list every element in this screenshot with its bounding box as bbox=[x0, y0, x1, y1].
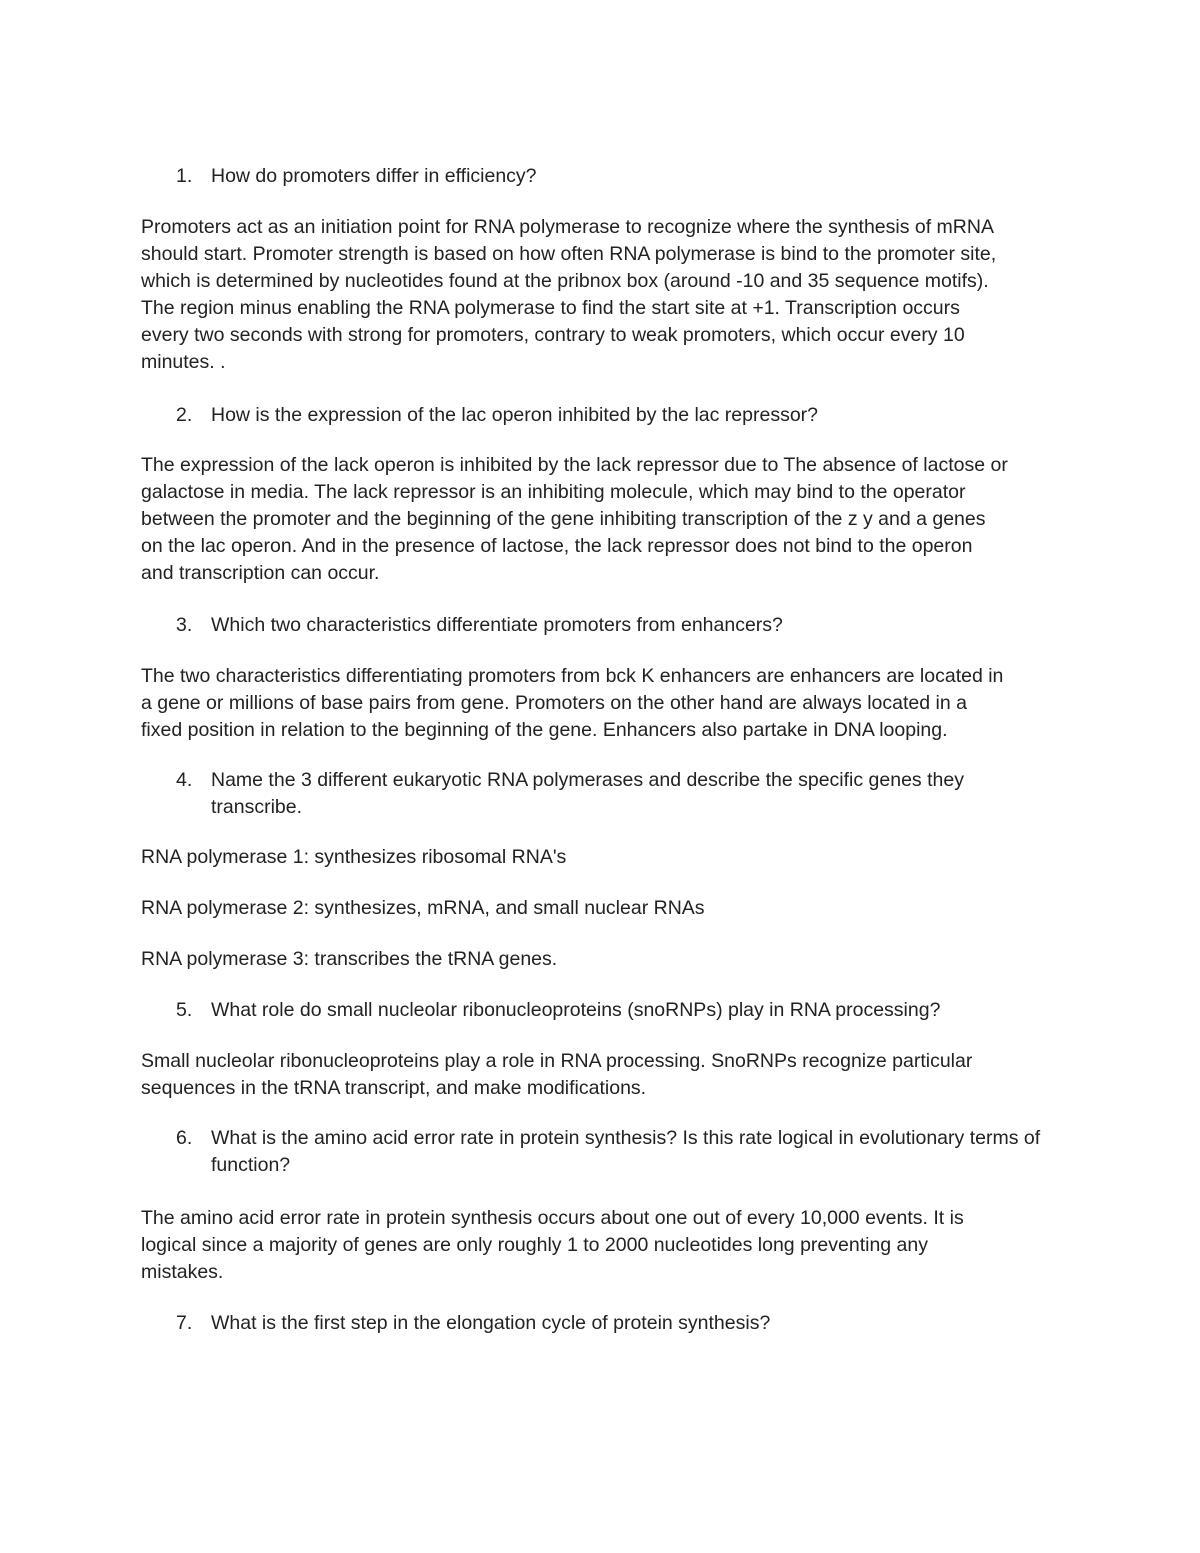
answer-line: which is determined by nucleotides found at the pribnox box (around -10 and 35 sequence motifs). bbox=[141, 270, 989, 292]
answer-6 bbox=[141, 1205, 1066, 1286]
answer-line: The expression of the lack operon is inhibited by the lack repressor due to The absence of lactose or bbox=[141, 454, 1008, 476]
answer-line: The amino acid error rate in protein synthesis occurs about one out of every 10,000 events. It is bbox=[141, 1207, 964, 1229]
question-text: What role do small nucleolar ribonucleoproteins (snoRNPs) play in RNA processing? bbox=[211, 999, 941, 1021]
answer-4-line-1: RNA polymerase 1: synthesizes ribosomal RNA's bbox=[141, 846, 567, 868]
question-6 bbox=[176, 1125, 1056, 1179]
question-text: What is the amino acid error rate in protein synthesis? Is this rate logical in evolutionary terms of function? bbox=[211, 1127, 1041, 1176]
question-4 bbox=[176, 767, 1056, 821]
question-3 bbox=[176, 612, 1056, 639]
answer-line: sequences in the tRNA transcript, and make modifications. bbox=[141, 1077, 647, 1099]
answer-4-line-3: RNA polymerase 3: transcribes the tRNA genes. bbox=[141, 948, 558, 970]
question-number: 5. bbox=[176, 999, 193, 1021]
question-7 bbox=[176, 1310, 1056, 1337]
question-number: 2. bbox=[176, 404, 193, 426]
answer-line: and transcription can occur. bbox=[141, 562, 380, 584]
question-text: How is the expression of the lac operon inhibited by the lac repressor? bbox=[211, 404, 819, 426]
answer-line: Small nucleolar ribonucleoproteins play a role in RNA processing. SnoRNPs recognize particular bbox=[141, 1050, 973, 1072]
question-number: 7. bbox=[176, 1312, 193, 1334]
answer-line: The two characteristics differentiating promoters from bck K enhancers are enhancers are located in bbox=[141, 665, 1004, 687]
answer-line: The region minus enabling the RNA polymerase to find the start site at +1. Transcription occurs bbox=[141, 297, 960, 319]
answer-line: on the lac operon. And in the presence of lactose, the lack repressor does not bind to the operon bbox=[141, 535, 973, 557]
question-text: How do promoters differ in efficiency? bbox=[211, 165, 537, 187]
answer-5 bbox=[141, 1048, 1066, 1102]
question-number: 6. bbox=[176, 1127, 193, 1149]
answer-line: mistakes. bbox=[141, 1261, 224, 1283]
answer-2 bbox=[141, 452, 1066, 587]
answer-line: galactose in media. The lack repressor is an inhibiting molecule, which may bind to the operator bbox=[141, 481, 966, 503]
answer-4-line-2: RNA polymerase 2: synthesizes, mRNA, and small nuclear RNAs bbox=[141, 897, 705, 919]
answer-1 bbox=[141, 214, 1066, 376]
question-text: What is the first step in the elongation cycle of protein synthesis? bbox=[211, 1312, 771, 1334]
question-5 bbox=[176, 997, 1056, 1024]
question-number: 3. bbox=[176, 614, 193, 636]
answer-line: fixed position in relation to the beginning of the gene. Enhancers also partake in DNA looping. bbox=[141, 719, 948, 741]
question-1 bbox=[176, 163, 1056, 190]
question-text: Which two characteristics differentiate promoters from enhancers? bbox=[211, 614, 783, 636]
answer-line: should start. Promoter strength is based on how often RNA polymerase is bind to the promoter site, bbox=[141, 243, 997, 265]
answer-line: minutes. . bbox=[141, 351, 226, 373]
answer-line: a gene or millions of base pairs from gene. Promoters on the other hand are always located in a bbox=[141, 692, 967, 714]
answer-line: every two seconds with strong for promoters, contrary to weak promoters, which occur every 10 bbox=[141, 324, 965, 346]
question-2 bbox=[176, 402, 1056, 429]
question-number: 4. bbox=[176, 769, 193, 791]
question-number: 1. bbox=[176, 165, 193, 187]
answer-3 bbox=[141, 663, 1066, 744]
answer-line: between the promoter and the beginning of the gene inhibiting transcription of the z y and a genes bbox=[141, 508, 986, 530]
question-text: Name the 3 different eukaryotic RNA polymerases and describe the specific genes they transcribe. bbox=[211, 769, 964, 818]
answer-line: logical since a majority of genes are only roughly 1 to 2000 nucleotides long preventing any bbox=[141, 1234, 928, 1256]
answer-line: Promoters act as an initiation point for RNA polymerase to recognize where the synthesis of mRNA bbox=[141, 216, 994, 238]
